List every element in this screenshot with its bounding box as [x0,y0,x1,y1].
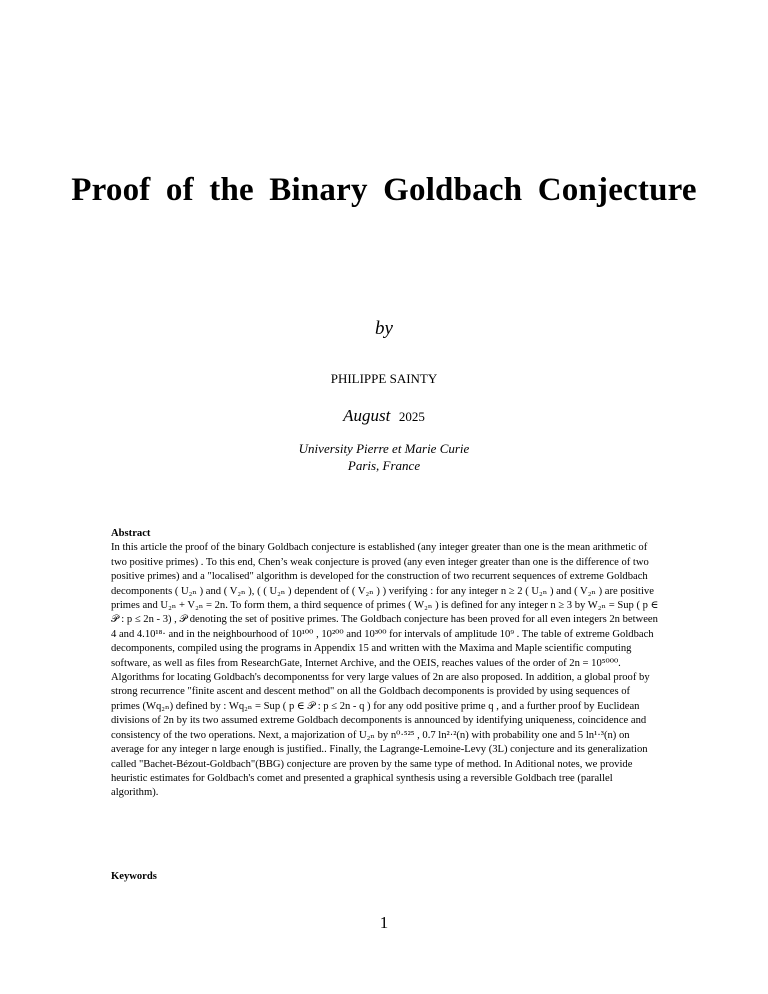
abstract-section [111,527,659,801]
paper-title: Proof of the Binary Goldbach Conjecture [71,172,697,208]
affiliation-location: Paris, France [347,458,421,473]
publication-date [0,406,768,426]
affiliation-institution: University Pierre et Marie Curie [298,441,470,456]
page-number: 1 [379,913,389,932]
date-month: August [343,406,391,425]
affiliation [0,440,768,474]
abstract-heading: Abstract [111,528,151,539]
keywords-heading: Keywords [111,871,157,882]
abstract-text: In this article the proof of the binary Goldbach conjecture is established (any integer greater than one is the mean arithmetic of two positive primes) . To this end, Chen’s weak conjecture is proved (any even integer greater than one is the difference of two positive primes) and a "localised" algorithm is developed for the construction of two recurrent sequences of extreme Goldbach decomponents ( U₂ₙ ) and ( V₂ₙ ), ( ( U₂ₙ ) dependent of ( V₂ₙ ) ) verifying : for any integer n ≥ 2 ( U₂ₙ ) and ( V₂ₙ ) are positive primes and U₂ₙ + V₂ₙ = 2n. To form them, a third sequence of primes ( W₂ₙ ) is defined for any integer n ≥ 3 by W₂ₙ = Sup ( p ∈ 𝒫 : p ≤ 2n - 3) , 𝒫 denoting the set of positive primes. The Goldbach conjecture has been proved for all even integers 2n between 4 and 4.10¹⁸· and in the neighbourhood of 10¹⁰⁰ , 10²⁰⁰ and 10³⁰⁰ for intervals of amplitude 10⁹ . The table of extreme Goldbach decomponents, compiled using the programs in Appendix 15 and written with the Maxima and Maple scientific computing software, as well as files from ResearchGate, Internet Archive, and the OEIS, reaches values of the order of 2n = 10⁵⁰⁰⁰. Algorithms for locating Goldbach's decomponentss for very large values of 2n are also proposed. In addition, a global proof by strong recurrence "finite ascent and descent method" on all the Goldbach decomponents is provided by using sequences of primes (Wq₂ₙ) defined by : Wq₂ₙ = Sup ( p ∈ 𝒫 : p ≤ 2n - q ) for any odd positive prime q , and a further proof by Euclidean divisions of 2n by its two assumed extreme Goldbach decomponents is announced by identifying uniqueness, coincidence and consistency of the two operations. Next, a majorization of U₂ₙ by n⁰·⁵²⁵ , 0.7 ln²·²(n) with probability one and 5 ln¹·³(n) on average for any integer n large enough is justified.. Finally, the Lagrange-Lemoine-Levy (3L) conjecture and its generalization called "Bachet-Bézout-Goldbach"(BBG) conjecture are proven by the same type of method. In Aditional notes, we provide heuristic estimates for Goldbach's comet and presented a graphical synthesis using a reversible Goldbach tree (parallel algorithm). [111,542,659,799]
date-year: 2025 [398,409,425,424]
author-name: PHILIPPE SAINTY [330,371,438,386]
byline: by [375,318,393,339]
